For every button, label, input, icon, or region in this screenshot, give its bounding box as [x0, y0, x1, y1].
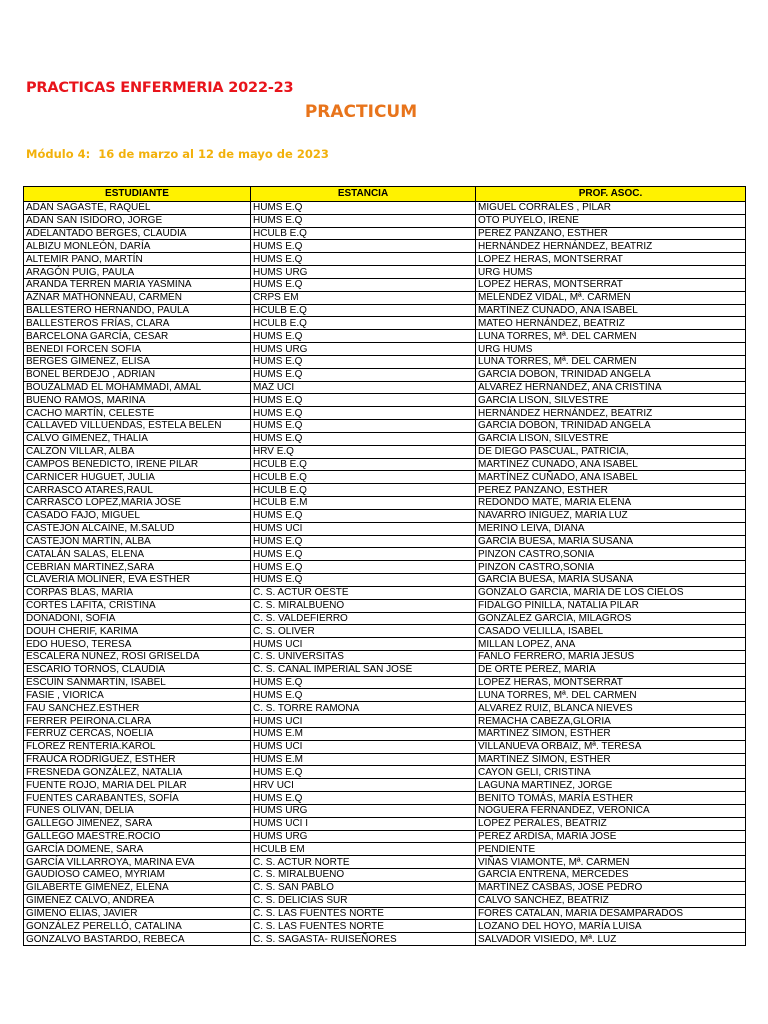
student-cell: ARANDA TERREN MARIA YASMINA [24, 278, 251, 291]
table-row [24, 214, 746, 227]
placement-cell: HUMS URG [251, 343, 476, 356]
table-row [24, 458, 746, 471]
document-subtitle: PRACTICUM [304, 102, 418, 122]
professor-cell: GARCIA DOBON, TRINIDAD ANGELA [476, 368, 746, 381]
placement-cell: HCULB E.Q [251, 227, 476, 240]
table-row [24, 804, 746, 817]
student-cell: DONADONI, SOFIA [24, 612, 251, 625]
placement-cell: C. S. SAGASTA- RUISEÑORES [251, 933, 476, 946]
student-cell: FAU SANCHEZ.ESTHER [24, 702, 251, 715]
professor-cell: FANLO FERRERO, MARÍA JESÚS [476, 650, 746, 663]
professor-cell: LUNA TORRES, Mª. DEL CARMEN [476, 689, 746, 702]
placement-cell: HCULB E.Q [251, 317, 476, 330]
professor-cell: NOGUERA FERNANDEZ, VERONICA [476, 804, 746, 817]
student-cell: CEBRIAN MARTINEZ,SARA [24, 561, 251, 574]
table-row [24, 561, 746, 574]
student-cell: GILABERTE GIMÉNEZ, ELENA [24, 881, 251, 894]
table-row [24, 509, 746, 522]
professor-cell: GARCIA DOBON, TRINIDAD ANGELA [476, 420, 746, 433]
table-row [24, 843, 746, 856]
student-cell: ESCARIO TORNOS, CLAUDIA [24, 663, 251, 676]
student-cell: FRESNEDA GONZÁLEZ, NATALIA [24, 766, 251, 779]
table-row [24, 830, 746, 843]
table-row [24, 266, 746, 279]
table-row [24, 753, 746, 766]
placement-cell: C. S. OLIVER [251, 625, 476, 638]
placement-cell: HCULB EM [251, 843, 476, 856]
professor-cell: FORES CATALAN, MARIA DESAMPARADOS [476, 907, 746, 920]
professor-cell: URG HUMS [476, 343, 746, 356]
table-row [24, 894, 746, 907]
professor-cell: GARCÍA ENTRENA, MERCEDES [476, 869, 746, 882]
student-cell: CASTEJON ALCAINE, M.SALUD [24, 522, 251, 535]
placement-cell: C. S. DELICIAS SUR [251, 894, 476, 907]
professor-cell: GARCIA LISON, SILVESTRE [476, 432, 746, 445]
student-cell: GONZALVO BASTARDO, REBECA [24, 933, 251, 946]
module-dates: Módulo 4: 16 de marzo al 12 de mayo de 2023 [26, 147, 329, 161]
professor-cell: GONZÁLEZ GARCÍA, MILAGROS [476, 612, 746, 625]
placement-cell: HUMS E.Q [251, 792, 476, 805]
student-cell: GALLEGO JIMENEZ, SARA [24, 817, 251, 830]
professor-cell: PINZON CASTRO,SONIA [476, 561, 746, 574]
professor-cell: ALVAREZ RUIZ, BLANCA NIEVES [476, 702, 746, 715]
student-cell: GIMÉNEZ CALVO, ANDREA [24, 894, 251, 907]
table-row [24, 766, 746, 779]
table-row [24, 445, 746, 458]
table-row [24, 227, 746, 240]
table-row [24, 638, 746, 651]
professor-cell: HERNÁNDEZ HERNÁNDEZ, BEATRIZ [476, 407, 746, 420]
table-row [24, 381, 746, 394]
student-cell: BALLESTERO HERNANDO, PAULA [24, 304, 251, 317]
placement-cell: HUMS E.M [251, 753, 476, 766]
placement-cell: HUMS E.Q [251, 240, 476, 253]
table-row [24, 368, 746, 381]
placement-cell: CRPS EM [251, 291, 476, 304]
table-row [24, 484, 746, 497]
professor-cell: PENDIENTE [476, 843, 746, 856]
table-row [24, 663, 746, 676]
student-cell: DOUH CHERIF, KARIMA [24, 625, 251, 638]
placement-cell: HUMS E.M [251, 727, 476, 740]
professor-cell: MARTINEZ SIMON, ESTHER [476, 727, 746, 740]
student-cell: ARAGÓN PUIG, PAULA [24, 266, 251, 279]
placement-cell: HUMS E.Q [251, 574, 476, 587]
table-row [24, 407, 746, 420]
table-row [24, 291, 746, 304]
student-cell: CALZÓN VILLAR, ALBA [24, 445, 251, 458]
table-row [24, 856, 746, 869]
student-cell: BUENO RAMOS, MARINA [24, 394, 251, 407]
placement-cell: HUMS E.Q [251, 253, 476, 266]
placement-cell: HUMS E.Q [251, 202, 476, 215]
placement-cell: HUMS E.Q [251, 432, 476, 445]
professor-cell: LOPEZ PERALES, BEATRIZ [476, 817, 746, 830]
placement-cell: C. S. MIRALBUENO [251, 869, 476, 882]
student-cell: FLOREZ RENTERIA.KAROL [24, 740, 251, 753]
student-cell: CORTÉS LAFITA, CRISTINA [24, 599, 251, 612]
professor-cell: MATEO HERNÁNDEZ, BEATRIZ [476, 317, 746, 330]
placement-cell: HUMS E.Q [251, 676, 476, 689]
student-cell: CARRASCO LOPEZ,MARIA JOSE [24, 497, 251, 510]
table-row [24, 535, 746, 548]
professor-cell: PEREZ PANZANO, ESTHER [476, 484, 746, 497]
table-header-row [24, 187, 746, 202]
table-row [24, 432, 746, 445]
table-row [24, 548, 746, 561]
table-row [24, 355, 746, 368]
table-row [24, 522, 746, 535]
professor-cell: LOZANO DEL HOYO, MARÍA LUISA [476, 920, 746, 933]
placement-cell: HRV UCI [251, 779, 476, 792]
table-row [24, 612, 746, 625]
student-cell: GAUDIOSO CAMEO, MYRIAM [24, 869, 251, 882]
student-cell: CALLAVED VILLUENDAS, ESTELA BELÉN [24, 420, 251, 433]
professor-cell: NAVARRO IÑIGUEZ, MARIA LUZ [476, 509, 746, 522]
table-row [24, 727, 746, 740]
student-cell: FASIE , VIORICA [24, 689, 251, 702]
table-row [24, 317, 746, 330]
placement-cell: HUMS URG [251, 830, 476, 843]
table-row [24, 497, 746, 510]
placement-cell: HUMS UCI [251, 522, 476, 535]
placement-cell: HUMS UCI I [251, 817, 476, 830]
table-row [24, 792, 746, 805]
placement-cell: HUMS E.Q [251, 407, 476, 420]
placement-cell: C. S. LAS FUENTES NORTE [251, 920, 476, 933]
student-cell: CASTEJÓN MARTÍN, ALBA [24, 535, 251, 548]
placement-cell: HUMS E.Q [251, 368, 476, 381]
student-cell: CARRASCO ATARES,RAUL [24, 484, 251, 497]
table-row [24, 689, 746, 702]
table-row [24, 907, 746, 920]
professor-cell: SALVADOR VISIEDO, Mª. LUZ [476, 933, 746, 946]
placement-cell: HUMS E.Q [251, 394, 476, 407]
student-cell: FERRER PEIRONA.CLARA [24, 715, 251, 728]
student-cell: GIMENO ELÍAS, JAVIER [24, 907, 251, 920]
table-row [24, 817, 746, 830]
professor-cell: MELENDEZ VIDAL, Mª. CARMEN [476, 291, 746, 304]
table-row [24, 676, 746, 689]
professor-cell: LUNA TORRES, Mª. DEL CARMEN [476, 355, 746, 368]
professor-cell: REMACHA CABEZA,GLORIA [476, 715, 746, 728]
table-row [24, 330, 746, 343]
professor-cell: CAYON GELI, CRISTINA [476, 766, 746, 779]
student-cell: CACHO MARTÍN, CELESTE [24, 407, 251, 420]
student-cell: FUENTE ROJO, MARIA DEL PILAR [24, 779, 251, 792]
placement-cell: HRV E.Q [251, 445, 476, 458]
placement-cell: HCULB E.Q [251, 471, 476, 484]
student-cell: BARCELONA GARCÍA, CESAR [24, 330, 251, 343]
professor-cell: DE DIEGO PASCUAL, PATRICIA, [476, 445, 746, 458]
column-header-prof-asoc: PROF. ASOC. [476, 187, 746, 202]
professor-cell: MARTÍNEZ CUÑADO, ANA ISABEL [476, 304, 746, 317]
placement-cell: HUMS E.Q [251, 548, 476, 561]
professor-cell: LOPEZ HERAS, MONTSERRAT [476, 676, 746, 689]
professor-cell: ALVAREZ HERNANDEZ, ANA CRISTINA [476, 381, 746, 394]
professor-cell: GARCÍA BUESA, MARÍA SUSANA [476, 535, 746, 548]
table-row [24, 650, 746, 663]
student-cell: CALVO GIMÉNEZ, THALIA [24, 432, 251, 445]
placement-cell: C. S. TORRE RAMONA [251, 702, 476, 715]
table-row [24, 881, 746, 894]
student-cell: FRAUCA RODRÍGUEZ, ESTHER [24, 753, 251, 766]
student-cell: GONZÁLEZ PERELLÓ, CATALINA [24, 920, 251, 933]
professor-cell: MILLAN LOPEZ, ANA [476, 638, 746, 651]
student-cell: ADAN SAN ISIDORO, JORGE [24, 214, 251, 227]
student-cell: ALTEMIR PANO, MARTÍN [24, 253, 251, 266]
student-cell: ESCALERA NÚÑEZ, ROSI GRISELDA [24, 650, 251, 663]
table-row [24, 740, 746, 753]
professor-cell: GARCÍA BUESA, MARÍA SUSANA [476, 574, 746, 587]
table-row [24, 343, 746, 356]
professor-cell: PEREZ PANZANO, ESTHER [476, 227, 746, 240]
professor-cell: PEREZ ARDISA, MARIA JOSE [476, 830, 746, 843]
column-header-estancia: ESTANCIA [251, 187, 476, 202]
student-cell: ADÁN SAGASTE, RAQUEL [24, 202, 251, 215]
professor-cell: MARTÍNEZ CUÑADO, ANA ISABEL [476, 458, 746, 471]
professor-cell: VIÑAS VIAMONTE, Mª. CARMEN [476, 856, 746, 869]
placement-cell: C. S. ACTUR NORTE [251, 856, 476, 869]
placement-cell: HCULB E.M [251, 497, 476, 510]
placement-cell: HUMS URG [251, 266, 476, 279]
professor-cell: DE ORTE PÉREZ, MARÍA [476, 663, 746, 676]
professor-cell: MARTÍNEZ CASBAS, JOSÉ PEDRO [476, 881, 746, 894]
placement-cell: HCULB E.Q [251, 304, 476, 317]
professor-cell: FIDALGO PINILLA, NATALIA PILAR [476, 599, 746, 612]
professor-cell: HERNÁNDEZ HERNÁNDEZ, BEATRIZ [476, 240, 746, 253]
professor-cell: MARTINEZ SIMON, ESTHER [476, 753, 746, 766]
professor-cell: OTO PUYELO, IRENE [476, 214, 746, 227]
table-row [24, 471, 746, 484]
professor-cell: LUNA TORRES, Mª. DEL CARMEN [476, 330, 746, 343]
placement-cell: HUMS URG [251, 804, 476, 817]
placement-cell: HUMS UCI [251, 638, 476, 651]
table-row [24, 240, 746, 253]
professor-cell: MERINO LEIVA, DIANA [476, 522, 746, 535]
placement-cell: HUMS E.Q [251, 509, 476, 522]
student-cell: EDO HUESO, TERESA [24, 638, 251, 651]
student-cell: GARCÍA VILLARROYA, MARINA EVA [24, 856, 251, 869]
placement-cell: HUMS UCI [251, 740, 476, 753]
professor-cell: LAGUNA MARTINEZ, JORGE [476, 779, 746, 792]
student-cell: BENEDI FORCEN SOFIA [24, 343, 251, 356]
student-cell: ESCUÍN SANMARTÍN, ISABEL [24, 676, 251, 689]
student-cell: CARNICER HUGUET, JULIA [24, 471, 251, 484]
student-cell: CATALÁN SALAS, ELENA [24, 548, 251, 561]
placement-cell: C. S. SAN PABLO [251, 881, 476, 894]
professor-cell: MIGUEL CORRALES , PILAR [476, 202, 746, 215]
column-header-estudiante: ESTUDIANTE [24, 187, 251, 202]
placement-cell: C. S. VALDEFIERRO [251, 612, 476, 625]
table-row [24, 574, 746, 587]
professor-cell: LOPEZ HERAS, MONTSERRAT [476, 253, 746, 266]
placement-cell: HUMS UCI [251, 715, 476, 728]
professor-cell: URG HUMS [476, 266, 746, 279]
table-row [24, 278, 746, 291]
professor-cell: PINZON CASTRO,SONIA [476, 548, 746, 561]
table-row [24, 715, 746, 728]
student-cell: CORPAS BLAS, MARÍA [24, 586, 251, 599]
student-cell: CASADO FAJO, MIGUEL [24, 509, 251, 522]
student-cell: CLAVERÍA MOLINER, EVA ESTHER [24, 574, 251, 587]
student-cell: FUENTES CARABANTES, SOFÍA [24, 792, 251, 805]
professor-cell: CALVO SANCHEZ, BEATRIZ [476, 894, 746, 907]
table-row [24, 202, 746, 215]
student-cell: BOUZALMAD EL MOHAMMADI, AMAL [24, 381, 251, 394]
table-row [24, 599, 746, 612]
placement-cell: HUMS E.Q [251, 689, 476, 702]
placement-cell: HCULB E.Q [251, 484, 476, 497]
professor-cell: MARTÍNEZ CUÑADO, ANA ISABEL [476, 471, 746, 484]
placement-cell: HUMS E.Q [251, 766, 476, 779]
table-row [24, 933, 746, 946]
professor-cell: LOPEZ HERAS, MONTSERRAT [476, 278, 746, 291]
placement-cell: C. S. UNIVERSITAS [251, 650, 476, 663]
table-row [24, 304, 746, 317]
student-cell: AZNAR MATHONNEAU, CARMEN [24, 291, 251, 304]
student-cell: GARCÍA DOMENE, SARA [24, 843, 251, 856]
professor-cell: REDONDO MATE, MARIA ELENA [476, 497, 746, 510]
table-row [24, 920, 746, 933]
placement-cell: HUMS E.Q [251, 561, 476, 574]
placement-cell: C. S. CANAL IMPERIAL SAN JOSÉ [251, 663, 476, 676]
placement-cell: HUMS E.Q [251, 355, 476, 368]
table-row [24, 253, 746, 266]
professor-cell: CASADO VELILLA, ISABEL [476, 625, 746, 638]
student-cell: GALLEGO MAESTRE.ROCIO [24, 830, 251, 843]
table-row [24, 394, 746, 407]
table-row [24, 625, 746, 638]
placement-cell: HUMS E.Q [251, 214, 476, 227]
placement-cell: HUMS E.Q [251, 278, 476, 291]
professor-cell: BENITO TOMÁS, MARÍA ESTHER [476, 792, 746, 805]
student-cell: BONEL BERDEJO , ADRIAN [24, 368, 251, 381]
student-cell: ADELANTADO BERGES, CLAUDIA [24, 227, 251, 240]
placement-cell: HUMS E.Q [251, 420, 476, 433]
table-row [24, 586, 746, 599]
table-row [24, 869, 746, 882]
student-cell: FERRUZ CERCAS, NOELIA [24, 727, 251, 740]
placement-cell: HUMS E.Q [251, 330, 476, 343]
table-row [24, 420, 746, 433]
table-body [24, 202, 746, 946]
table-row [24, 779, 746, 792]
placement-cell: MAZ UCI [251, 381, 476, 394]
professor-cell: GARCIA LISON, SILVESTRE [476, 394, 746, 407]
student-cell: BERGES GIMÉNEZ, ELISA [24, 355, 251, 368]
student-cell: CAMPOS BENEDICTO, IRENE PILAR [24, 458, 251, 471]
placement-cell: HCULB E.Q [251, 458, 476, 471]
student-cell: ALBIZU MONLEÓN, DARÍA [24, 240, 251, 253]
table-row [24, 702, 746, 715]
professor-cell: VILLANUEVA ORBAIZ, Mª. TERESA [476, 740, 746, 753]
student-cell: FUNES OLIVÁN, DELIA [24, 804, 251, 817]
placement-cell: C. S. ACTUR OESTE [251, 586, 476, 599]
document-title: PRACTICAS ENFERMERIA 2022-23 [26, 80, 294, 96]
placement-cell: C. S. MIRALBUENO [251, 599, 476, 612]
professor-cell: GONZALO GARCÍA, MARÍA DE LOS CIELOS [476, 586, 746, 599]
student-cell: BALLESTEROS FRÍAS, CLARA [24, 317, 251, 330]
students-table [23, 186, 746, 946]
placement-cell: HUMS E.Q [251, 535, 476, 548]
placement-cell: C. S. LAS FUENTES NORTE [251, 907, 476, 920]
